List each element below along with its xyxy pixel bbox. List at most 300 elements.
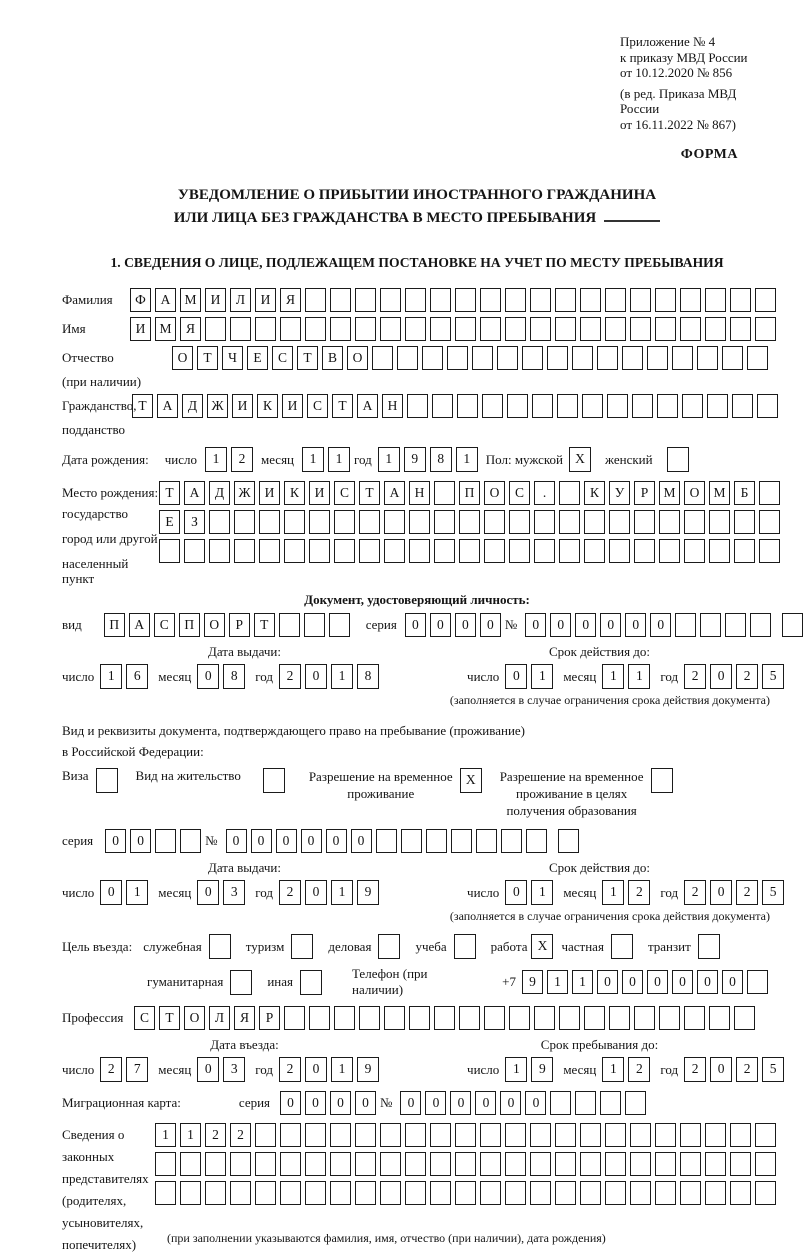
char-box bbox=[454, 934, 476, 959]
char-box bbox=[482, 394, 503, 418]
char-box bbox=[680, 1181, 701, 1205]
char-box: 9 bbox=[357, 880, 379, 905]
char-box bbox=[284, 510, 305, 534]
char-box bbox=[180, 1152, 201, 1176]
valid-until-label: Срок действия до: bbox=[548, 644, 651, 659]
char-box bbox=[291, 934, 313, 959]
char-box: Л bbox=[230, 288, 251, 312]
char-box bbox=[709, 539, 730, 563]
issue-date-label: Дата выдачи: bbox=[207, 644, 281, 659]
purpose-transit: транзит bbox=[648, 934, 724, 959]
char-box bbox=[434, 510, 455, 534]
char-box bbox=[309, 510, 330, 534]
char-box bbox=[480, 288, 501, 312]
representatives-row1 bbox=[155, 1123, 780, 1147]
char-box bbox=[330, 1152, 351, 1176]
birthplace-cell-rows bbox=[159, 481, 784, 568]
char-box bbox=[280, 1152, 301, 1176]
char-box bbox=[455, 1181, 476, 1205]
birth-day-cells bbox=[205, 447, 257, 472]
char-box bbox=[680, 288, 701, 312]
char-box bbox=[580, 288, 601, 312]
identity-doc-heading: Документ, удостоверяющий личность: bbox=[304, 592, 530, 607]
citizenship-cells bbox=[132, 394, 782, 418]
char-box bbox=[630, 1123, 651, 1147]
char-box: Л bbox=[209, 1006, 230, 1030]
char-box bbox=[422, 346, 443, 370]
char-box bbox=[605, 1181, 626, 1205]
char-box bbox=[155, 1181, 176, 1205]
char-box: 1 bbox=[331, 880, 353, 905]
char-box: 0 bbox=[330, 1091, 351, 1115]
char-box: 1 bbox=[547, 970, 568, 994]
permit-number-cells bbox=[226, 829, 583, 853]
char-box bbox=[526, 829, 547, 853]
char-box: Р bbox=[229, 613, 250, 637]
char-box bbox=[476, 829, 497, 853]
residence-permit-label: Вид на жительство bbox=[135, 768, 241, 783]
representatives-row2 bbox=[155, 1152, 780, 1176]
char-box: 5 bbox=[762, 880, 784, 905]
char-box: 7 bbox=[126, 1057, 148, 1082]
char-box: С bbox=[272, 346, 293, 370]
char-box bbox=[559, 510, 580, 534]
char-box: 2 bbox=[628, 880, 650, 905]
char-box bbox=[609, 539, 630, 563]
issue-date-label: Дата выдачи: bbox=[207, 860, 281, 875]
char-box: П bbox=[179, 613, 200, 637]
char-box bbox=[659, 510, 680, 534]
char-box: 0 bbox=[305, 1057, 327, 1082]
char-box bbox=[730, 1123, 751, 1147]
char-box bbox=[705, 1152, 726, 1176]
char-box: 1 bbox=[602, 664, 624, 689]
char-box bbox=[230, 1181, 251, 1205]
stay-until-label: Срок пребывания до: bbox=[540, 1037, 659, 1052]
field-birthplace bbox=[62, 481, 772, 586]
char-box: Б bbox=[734, 481, 755, 505]
char-box: 0 bbox=[197, 664, 219, 689]
char-box bbox=[747, 346, 768, 370]
char-box bbox=[509, 510, 530, 534]
char-box: Т bbox=[159, 481, 180, 505]
field-entry-purpose bbox=[62, 934, 772, 959]
char-box bbox=[484, 510, 505, 534]
char-box: А bbox=[184, 481, 205, 505]
char-box bbox=[634, 539, 655, 563]
char-box: О bbox=[204, 613, 225, 637]
char-box bbox=[757, 394, 778, 418]
char-box: 0 bbox=[280, 1091, 301, 1115]
option-rvp bbox=[309, 768, 486, 802]
char-box bbox=[605, 288, 626, 312]
restriction-note: (заполняется в случае ограничения срока действия документа) bbox=[449, 693, 770, 707]
char-box: 1 bbox=[602, 1057, 624, 1082]
sex-male-checkbox bbox=[569, 447, 595, 472]
char-box bbox=[572, 346, 593, 370]
char-box: 0 bbox=[305, 664, 327, 689]
restriction-note: (заполняется в случае ограничения срока действия документа) bbox=[449, 909, 770, 923]
char-box bbox=[555, 1181, 576, 1205]
field-birth-date bbox=[62, 447, 772, 472]
char-box: С bbox=[154, 613, 175, 637]
residence-permit-checkbox bbox=[263, 768, 289, 793]
char-box: 0 bbox=[100, 880, 122, 905]
purpose-official: служебная bbox=[143, 934, 235, 959]
char-box bbox=[447, 346, 468, 370]
work-checkbox bbox=[531, 934, 557, 959]
char-box: 0 bbox=[301, 829, 322, 853]
char-box: 1 bbox=[331, 664, 353, 689]
char-box: К bbox=[584, 481, 605, 505]
char-box bbox=[732, 394, 753, 418]
doc-series-cells bbox=[405, 613, 505, 637]
char-box: Т bbox=[254, 613, 275, 637]
char-box bbox=[355, 317, 376, 341]
year-label: год bbox=[660, 884, 679, 900]
stay-day-cells bbox=[505, 1057, 557, 1082]
char-box bbox=[655, 1181, 676, 1205]
char-box bbox=[430, 317, 451, 341]
char-box bbox=[505, 317, 526, 341]
char-box: Ф bbox=[130, 288, 151, 312]
char-box bbox=[782, 613, 803, 637]
char-box bbox=[380, 317, 401, 341]
char-box bbox=[505, 1123, 526, 1147]
other-checkbox bbox=[300, 970, 326, 995]
field-permit-series-number bbox=[62, 829, 772, 853]
char-box: О bbox=[484, 481, 505, 505]
char-box bbox=[380, 1123, 401, 1147]
char-box bbox=[634, 1006, 655, 1030]
char-box bbox=[330, 1123, 351, 1147]
day-label: число bbox=[62, 884, 95, 900]
char-box bbox=[451, 829, 472, 853]
char-box: Е bbox=[159, 510, 180, 534]
char-box bbox=[580, 1123, 601, 1147]
char-box bbox=[305, 288, 326, 312]
char-box: 2 bbox=[205, 1123, 226, 1147]
char-box bbox=[730, 288, 751, 312]
char-box bbox=[532, 394, 553, 418]
rvp-checkbox bbox=[460, 768, 486, 793]
month-label: месяц bbox=[158, 668, 192, 684]
char-box bbox=[559, 1006, 580, 1030]
char-box: Е bbox=[247, 346, 268, 370]
birthplace-row3 bbox=[159, 539, 784, 563]
entry-dates-row bbox=[62, 1057, 777, 1082]
representatives-note: (при заполнении указываются фамилия, имя, отчество (при наличии), дата рождения) bbox=[167, 1231, 606, 1245]
char-box bbox=[655, 1123, 676, 1147]
char-box: Я bbox=[180, 317, 201, 341]
entry-day-cells bbox=[100, 1057, 152, 1082]
char-box: А bbox=[129, 613, 150, 637]
char-box: X bbox=[460, 768, 482, 793]
char-box bbox=[759, 510, 780, 534]
char-box bbox=[330, 317, 351, 341]
char-box bbox=[734, 1006, 755, 1030]
purpose-tourism: туризм bbox=[246, 934, 318, 959]
char-box bbox=[378, 934, 400, 959]
char-box bbox=[459, 1006, 480, 1030]
char-box: 1 bbox=[531, 664, 553, 689]
char-box bbox=[684, 539, 705, 563]
char-box: 0 bbox=[625, 613, 646, 637]
char-box bbox=[682, 394, 703, 418]
purpose-humanitarian: гуманитарная bbox=[147, 974, 224, 989]
char-box bbox=[655, 1152, 676, 1176]
char-box bbox=[582, 394, 603, 418]
char-box: 2 bbox=[736, 664, 758, 689]
char-box bbox=[705, 317, 726, 341]
char-box bbox=[397, 346, 418, 370]
char-box bbox=[359, 1006, 380, 1030]
year-label: год bbox=[255, 884, 274, 900]
permit-valid-year-cells bbox=[684, 880, 788, 905]
char-box bbox=[230, 970, 252, 995]
char-box bbox=[555, 1152, 576, 1176]
char-box: 2 bbox=[100, 1057, 122, 1082]
field-name bbox=[62, 317, 772, 341]
char-box bbox=[305, 1152, 326, 1176]
char-box bbox=[155, 1152, 176, 1176]
char-box: 0 bbox=[622, 970, 643, 994]
birth-date-label: Дата рождения: bbox=[62, 451, 149, 467]
char-box bbox=[259, 539, 280, 563]
name-cells bbox=[130, 317, 780, 341]
field-migration-card bbox=[62, 1091, 772, 1115]
char-box: 0 bbox=[251, 829, 272, 853]
char-box bbox=[384, 510, 405, 534]
char-box: П bbox=[459, 481, 480, 505]
char-box: 0 bbox=[400, 1091, 421, 1115]
doc-kind-label: вид bbox=[62, 617, 82, 632]
stay-year-cells bbox=[684, 1057, 788, 1082]
birthplace-row2 bbox=[159, 510, 784, 534]
char-box bbox=[334, 539, 355, 563]
char-box bbox=[747, 970, 768, 994]
char-box bbox=[280, 1123, 301, 1147]
char-box bbox=[230, 317, 251, 341]
char-box: М bbox=[659, 481, 680, 505]
char-box bbox=[611, 934, 633, 959]
char-box: Д bbox=[182, 394, 203, 418]
char-box: 1 bbox=[572, 970, 593, 994]
valid-day-cells bbox=[505, 664, 557, 689]
char-box: М bbox=[709, 481, 730, 505]
char-box: И bbox=[282, 394, 303, 418]
official-checkbox bbox=[209, 934, 235, 959]
char-box: 0 bbox=[600, 613, 621, 637]
char-box: 0 bbox=[326, 829, 347, 853]
char-box bbox=[384, 539, 405, 563]
char-box bbox=[234, 539, 255, 563]
char-box bbox=[575, 1091, 596, 1115]
day-label: число bbox=[467, 884, 500, 900]
char-box bbox=[580, 317, 601, 341]
char-box: М bbox=[155, 317, 176, 341]
char-box: 0 bbox=[597, 970, 618, 994]
char-box bbox=[597, 346, 618, 370]
char-box: А bbox=[157, 394, 178, 418]
char-box bbox=[759, 539, 780, 563]
char-box: 0 bbox=[710, 880, 732, 905]
surname-cells bbox=[130, 288, 780, 312]
day-label: число bbox=[62, 668, 95, 684]
char-box: И bbox=[205, 288, 226, 312]
char-box: 1 bbox=[378, 447, 400, 472]
surname-label: Фамилия bbox=[62, 292, 113, 307]
permit-valid-day-cells bbox=[505, 880, 557, 905]
char-box: 9 bbox=[404, 447, 426, 472]
char-box bbox=[405, 317, 426, 341]
char-box: 1 bbox=[205, 447, 227, 472]
char-box: О bbox=[184, 1006, 205, 1030]
char-box: Р bbox=[259, 1006, 280, 1030]
permit-issue-day-cells bbox=[100, 880, 152, 905]
valid-year-cells bbox=[684, 664, 788, 689]
char-box: 9 bbox=[531, 1057, 553, 1082]
char-box bbox=[680, 1152, 701, 1176]
purpose-business: деловая bbox=[328, 934, 404, 959]
char-box bbox=[755, 288, 776, 312]
permit-date-sublabels bbox=[62, 860, 772, 876]
profession-cells bbox=[134, 1006, 759, 1030]
char-box bbox=[609, 1006, 630, 1030]
char-box bbox=[707, 394, 728, 418]
char-box bbox=[605, 317, 626, 341]
birthplace-label: Место рождения: государство город или другой населенный пункт bbox=[62, 485, 159, 586]
valid-until-label: Срок действия до: bbox=[548, 860, 651, 875]
purpose-other: иная bbox=[267, 970, 326, 995]
char-box bbox=[309, 539, 330, 563]
char-box bbox=[159, 539, 180, 563]
study-checkbox bbox=[454, 934, 480, 959]
char-box bbox=[480, 1123, 501, 1147]
char-box: 0 bbox=[475, 1091, 496, 1115]
day-label: число bbox=[467, 1061, 500, 1077]
char-box bbox=[659, 1006, 680, 1030]
char-box: Т bbox=[132, 394, 153, 418]
char-box bbox=[605, 1123, 626, 1147]
tourism-checkbox bbox=[291, 934, 317, 959]
char-box bbox=[155, 829, 176, 853]
rvp-education-label: Разрешение на временное проживание в целях получения образования bbox=[499, 769, 644, 818]
char-box bbox=[280, 1181, 301, 1205]
month-label: месяц bbox=[563, 668, 597, 684]
birth-month-cells bbox=[302, 447, 354, 472]
year-label: год bbox=[255, 668, 274, 684]
char-box: 0 bbox=[405, 613, 426, 637]
char-box bbox=[684, 510, 705, 534]
char-box: 0 bbox=[197, 880, 219, 905]
field-entry-purpose-2 bbox=[62, 966, 772, 998]
char-box bbox=[426, 829, 447, 853]
char-box bbox=[255, 1181, 276, 1205]
char-box bbox=[559, 539, 580, 563]
char-box bbox=[480, 1152, 501, 1176]
profession-label: Профессия bbox=[62, 1010, 124, 1025]
char-box: И bbox=[309, 481, 330, 505]
char-box bbox=[759, 481, 780, 505]
amendment-line: от 16.11.2022 № 867) bbox=[620, 116, 737, 132]
char-box bbox=[259, 510, 280, 534]
char-box: 1 bbox=[126, 880, 148, 905]
legal-representatives-label: Сведения о законных представителях (родителях, усыновителях, попечителях) bbox=[62, 1127, 149, 1252]
char-box: 3 bbox=[223, 880, 245, 905]
char-box: Ч bbox=[222, 346, 243, 370]
char-box: 0 bbox=[710, 664, 732, 689]
char-box bbox=[755, 317, 776, 341]
char-box bbox=[655, 317, 676, 341]
char-box: 0 bbox=[480, 613, 501, 637]
year-label: год bbox=[255, 1061, 274, 1077]
char-box bbox=[355, 1152, 376, 1176]
permit-dates-row bbox=[62, 880, 777, 905]
char-box bbox=[547, 346, 568, 370]
option-visa bbox=[62, 768, 122, 793]
char-box bbox=[497, 346, 518, 370]
sex-male-label: Пол: мужской bbox=[485, 451, 564, 467]
section-1-heading: 1. СВЕДЕНИЯ О ЛИЦЕ, ПОДЛЕЖАЩЕМ ПОСТАНОВКЕ НА УЧЕТ ПО МЕСТУ ПРЕБЫВАНИЯ bbox=[110, 255, 724, 270]
char-box: 2 bbox=[628, 1057, 650, 1082]
char-box: 6 bbox=[126, 664, 148, 689]
char-box bbox=[584, 539, 605, 563]
purpose-private: частная bbox=[561, 934, 636, 959]
char-box bbox=[380, 288, 401, 312]
char-box: 0 bbox=[105, 829, 126, 853]
doc-number-cells bbox=[525, 613, 807, 637]
year-label: год bbox=[354, 451, 372, 467]
char-box bbox=[305, 1181, 326, 1205]
char-box bbox=[334, 510, 355, 534]
char-box: К bbox=[257, 394, 278, 418]
char-box: 1 bbox=[155, 1123, 176, 1147]
char-box: С bbox=[134, 1006, 155, 1030]
char-box bbox=[484, 1006, 505, 1030]
char-box bbox=[680, 1123, 701, 1147]
char-box bbox=[96, 768, 118, 793]
char-box: 9 bbox=[357, 1057, 379, 1082]
char-box: Я bbox=[234, 1006, 255, 1030]
char-box bbox=[380, 1152, 401, 1176]
name-label: Имя bbox=[62, 321, 86, 336]
char-box: 0 bbox=[650, 613, 671, 637]
char-box bbox=[480, 1181, 501, 1205]
phone-label: Телефон (при наличии) bbox=[351, 966, 428, 997]
char-box bbox=[405, 1123, 426, 1147]
char-box: 0 bbox=[130, 829, 151, 853]
amendment-line: (в ред. Приказа МВД России bbox=[620, 85, 737, 116]
char-box bbox=[457, 394, 478, 418]
char-box: 1 bbox=[628, 664, 650, 689]
char-box bbox=[484, 539, 505, 563]
char-box bbox=[522, 346, 543, 370]
char-box: 0 bbox=[505, 880, 527, 905]
char-box: 1 bbox=[302, 447, 324, 472]
char-box bbox=[651, 768, 673, 793]
month-label: месяц bbox=[158, 884, 192, 900]
char-box: Т bbox=[197, 346, 218, 370]
char-box bbox=[634, 510, 655, 534]
appendix-line: к приказу МВД России bbox=[620, 49, 748, 65]
char-box: 2 bbox=[736, 1057, 758, 1082]
appendix-line: Приложение № 4 bbox=[620, 34, 716, 49]
char-box bbox=[330, 1181, 351, 1205]
char-box bbox=[355, 288, 376, 312]
char-box bbox=[530, 1181, 551, 1205]
char-box bbox=[234, 510, 255, 534]
